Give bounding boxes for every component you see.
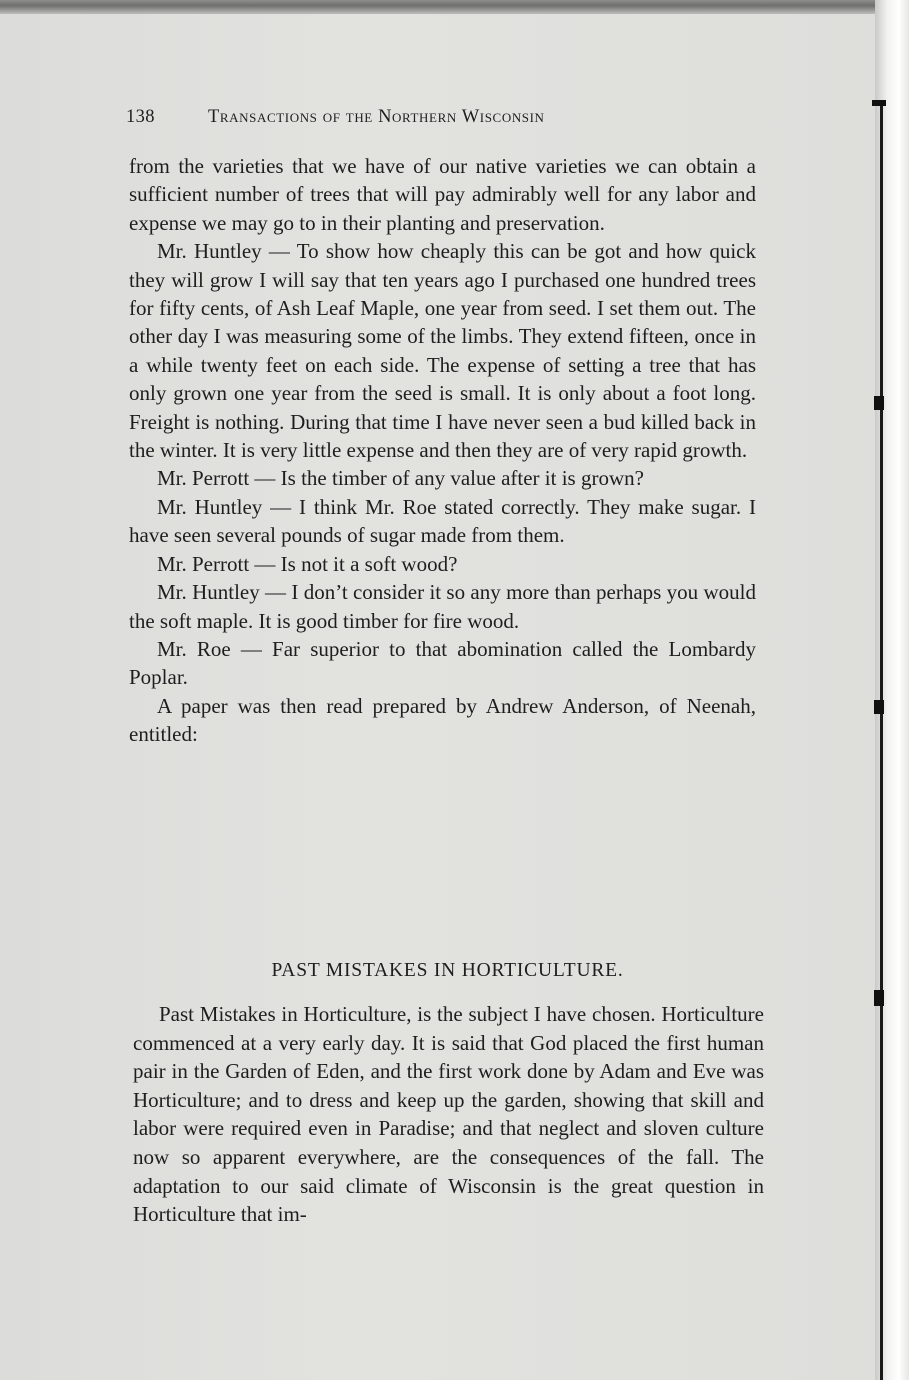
essay-text xyxy=(133,1000,764,1229)
binding-mark xyxy=(874,990,884,1006)
paragraph-huntley-3: Mr. Huntley — I don’t consider it so any more than perhaps you would the soft maple. It is good timber for fire wood. xyxy=(129,580,756,633)
paragraph-perrott-2: Mr. Perrott — Is not it a soft wood? xyxy=(157,551,458,576)
discussion-text xyxy=(129,152,756,749)
binding-mark xyxy=(874,396,884,410)
running-title: Transactions of the Northern Wisconsin xyxy=(208,107,545,127)
paragraph-roe: Mr. Roe — Far superior to that abomination called the Lombardy Poplar. xyxy=(129,636,756,690)
scan-top-edge xyxy=(0,0,909,14)
binding-line xyxy=(880,100,883,1380)
binding-mark xyxy=(874,700,884,714)
paragraph-paper-intro: A paper was then read prepared by Andrew Anderson, of Neenah, entitled: xyxy=(129,693,756,747)
paragraph-huntley-1: Mr. Huntley — To show how cheaply this can be got and how quick they will grow I will say that ten years ago I purchased one hundred trees for fifty cents, of Ash Leaf Maple, one year from seed. I set them out. The other day I was measuring some of the limbs. They extend fifteen, once in a while twenty feet on each side. The expense of setting a tree that has only grown one year from the seed is small. It is only about a foot long. Freight is nothing. During that time I have never seen a bud killed back in the winter. It is very little expense and then they are of very rapid growth. xyxy=(129,239,756,463)
section-title: PAST MISTAKES IN HORTICULTURE. xyxy=(271,960,624,981)
paragraph-huntley-2: Mr. Huntley — I think Mr. Roe stated correctly. They make sugar. I have seen several pounds of sugar made from them. xyxy=(129,494,756,548)
paragraph-perrott-1: Mr. Perrott — Is the timber of any value after it is grown? xyxy=(157,466,644,491)
paragraph-continuation: from the varieties that we have of our native varieties we can obtain a sufficient number of trees that will pay admirably well for any labor and expense we may go to in their planting and preservation. xyxy=(129,154,756,235)
binding-mark xyxy=(872,100,886,106)
essay-paragraph: Past Mistakes in Horticulture, is the subject I have chosen. Horticulture commenced at a very early day. It is said that God placed the first human pair in the Garden of Eden, and the first work done by Adam and Eve was Horticulture; and to dress and keep up the garden, showing that skill and labor were required even in Paradise; and that neglect and sloven culture now so apparent everywhere, are the consequences of the fall. The adaptation to our said climate of Wisconsin is the great question in Horticulture that im- xyxy=(133,1002,764,1227)
page-number: 138 xyxy=(126,107,155,127)
page-header xyxy=(126,107,686,131)
